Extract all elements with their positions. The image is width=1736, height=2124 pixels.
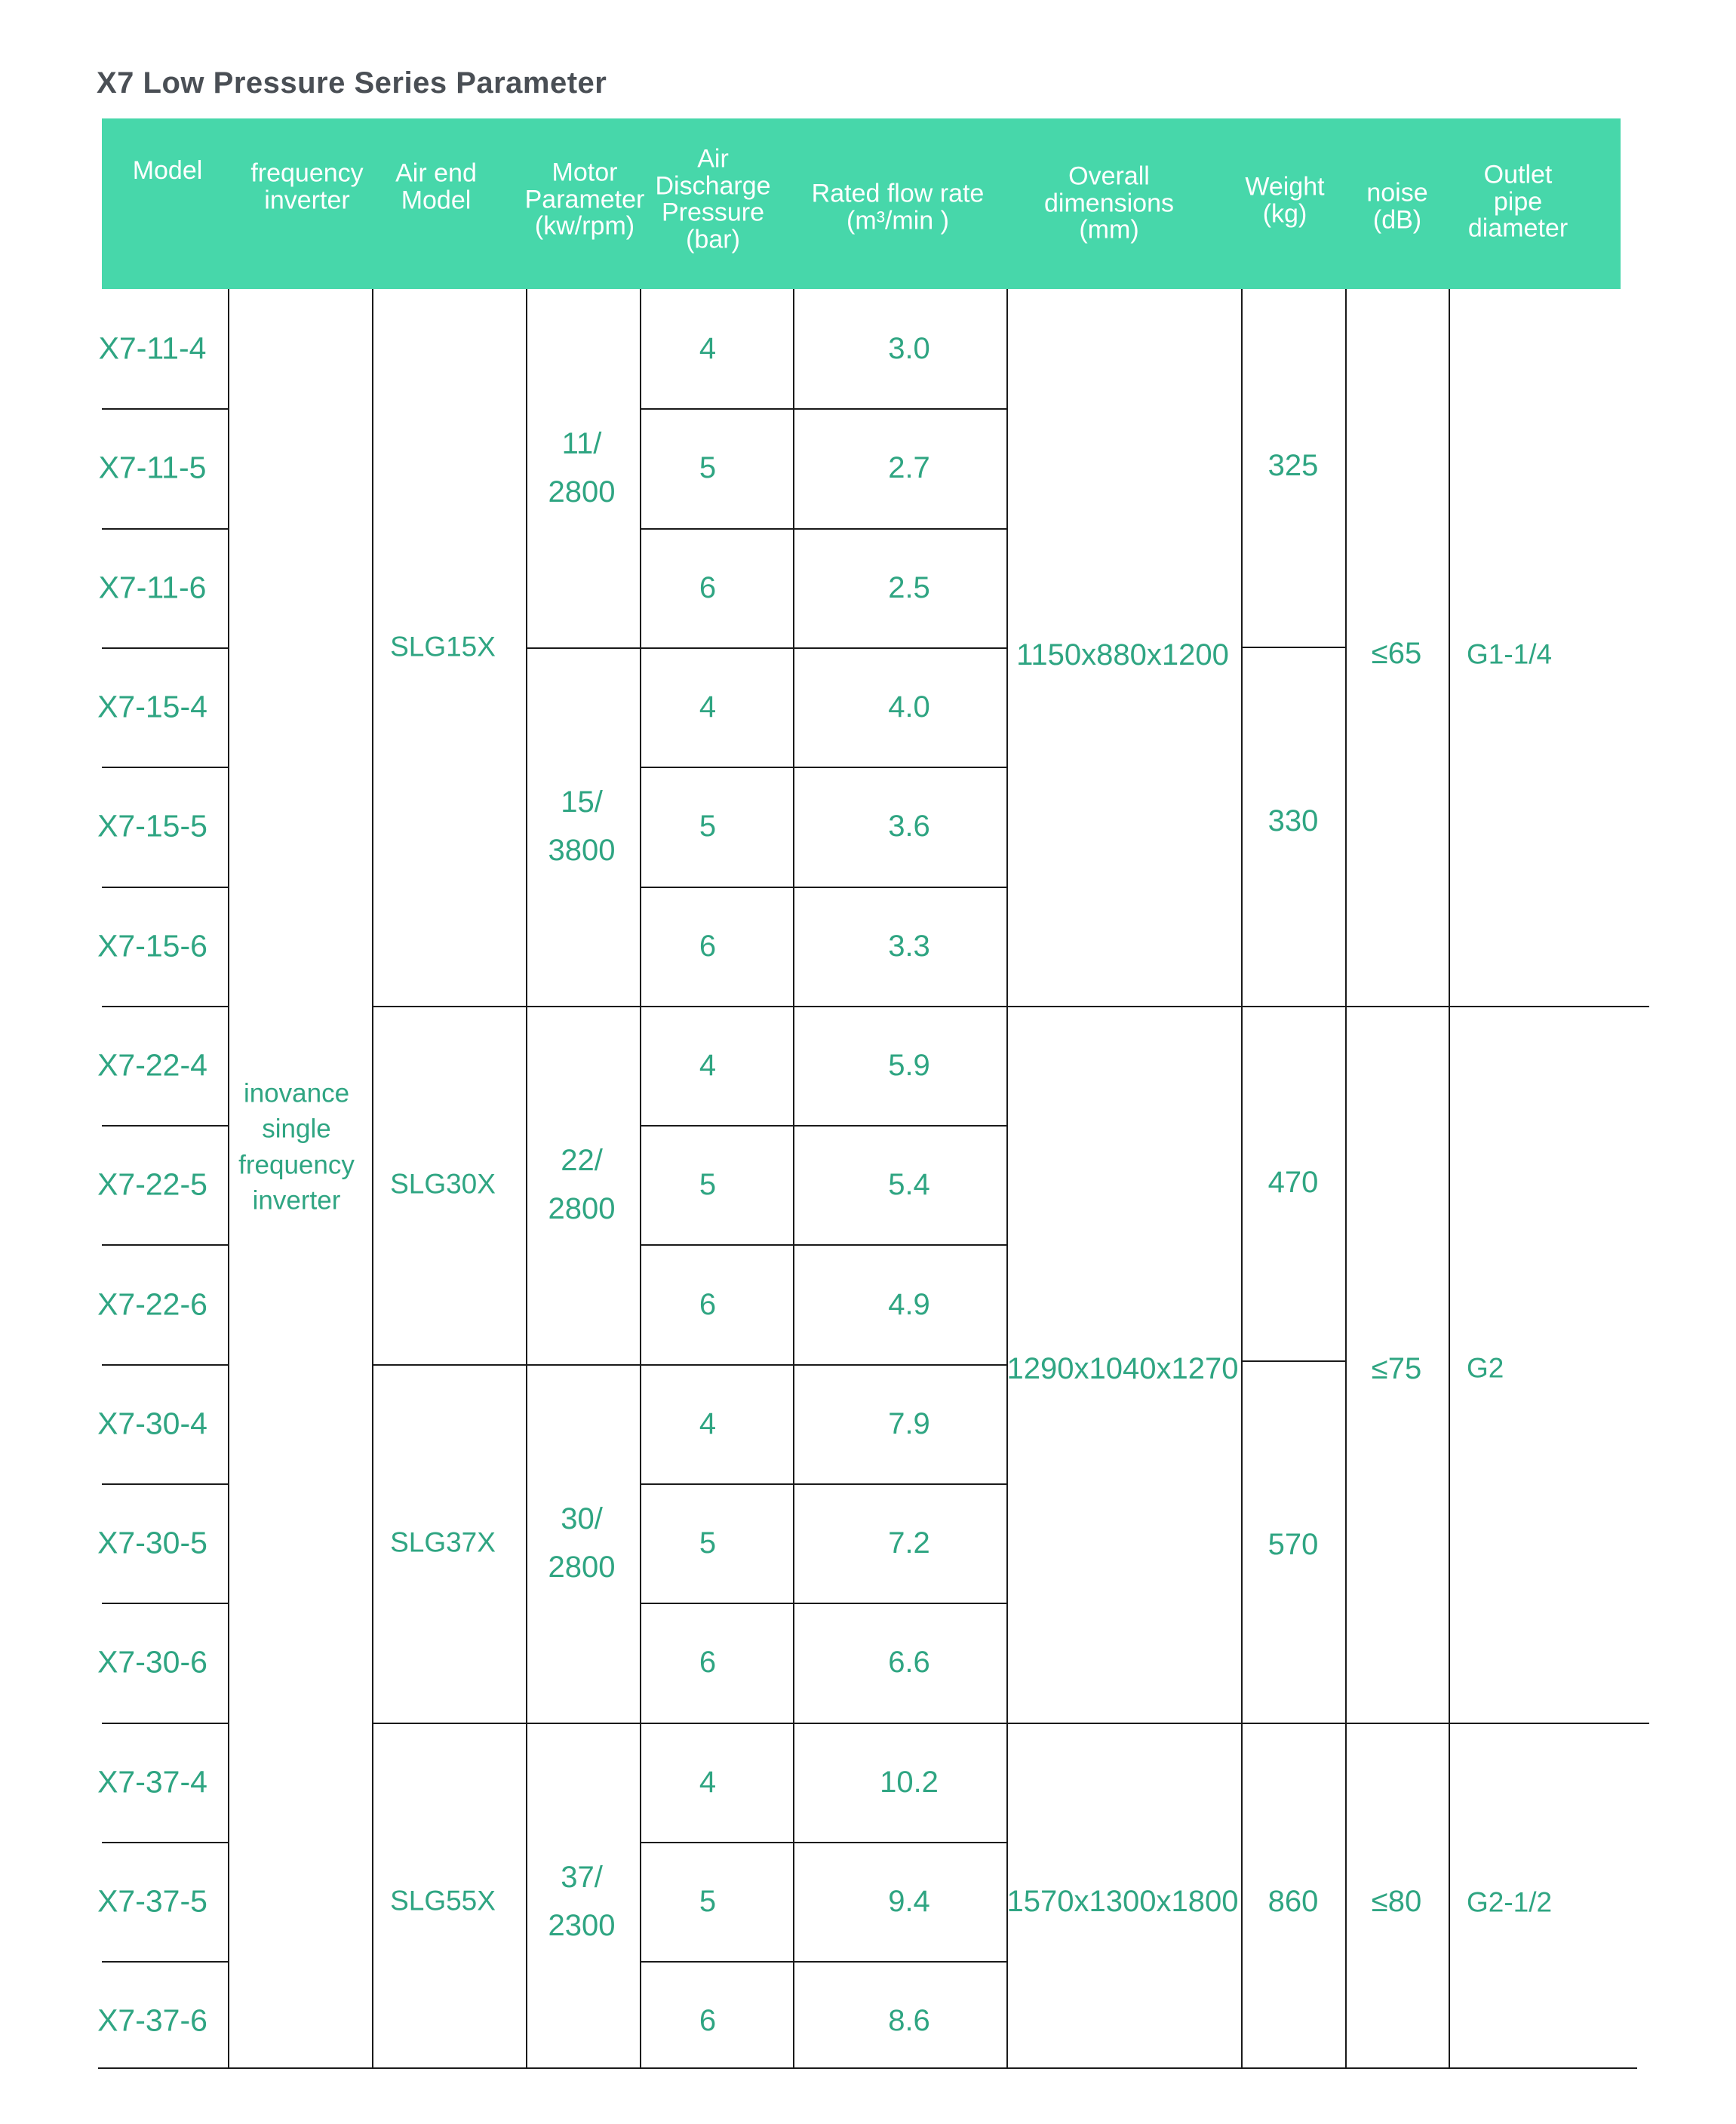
bottom-rule — [98, 2067, 1637, 2069]
row-rule — [640, 1364, 1006, 1366]
pressure-cell: 5 — [699, 451, 717, 485]
weight-cell: 860 — [1267, 1885, 1319, 1919]
text-line: Air — [697, 144, 729, 174]
row-rule — [102, 1723, 228, 1724]
row-rule — [102, 647, 228, 649]
noise-cell: ≤65 — [1371, 636, 1422, 670]
flow-rate-cell: 7.2 — [888, 1526, 930, 1560]
weight-cell: 325 — [1267, 449, 1319, 482]
text-line: Air end — [395, 158, 477, 188]
airend-model-cell: SLG30X — [390, 1168, 496, 1200]
text-line: dimensions — [1044, 189, 1174, 218]
pressure-cell: 5 — [699, 1168, 717, 1202]
vertical-rule — [526, 289, 527, 2067]
text-line: noise — [1366, 178, 1428, 207]
row-rule — [102, 408, 228, 410]
weight-cell: 330 — [1267, 804, 1319, 838]
text-line: Rated flow rate — [811, 179, 985, 208]
motor-rpm: 2800 — [548, 1192, 616, 1226]
row-rule — [640, 1006, 1006, 1007]
row-rule — [640, 408, 1006, 410]
text-line: Discharge — [655, 171, 771, 201]
model-cell: X7-11-5 — [98, 450, 207, 485]
text-line: Overall — [1068, 161, 1150, 191]
pressure-cell: 5 — [699, 1526, 717, 1560]
text-line: (bar) — [686, 225, 740, 254]
row-rule — [640, 1603, 1006, 1604]
row-rule — [1241, 647, 1345, 648]
flow-rate-cell: 3.3 — [888, 929, 930, 963]
header-model — [133, 158, 203, 185]
row-rule — [102, 1006, 228, 1007]
page-title: X7 Low Pressure Series Parameter — [97, 66, 607, 100]
row-rule — [526, 1723, 640, 1724]
model-cell: X7-22-4 — [97, 1047, 207, 1083]
frequency-inverter-cell — [238, 1076, 355, 1219]
row-rule — [640, 1125, 1006, 1127]
motor-kw: 30/ — [561, 1502, 603, 1536]
row-rule — [526, 1364, 640, 1366]
text-line: Outlet — [1483, 160, 1553, 189]
row-rule — [640, 1842, 1006, 1843]
row-rule — [640, 647, 1006, 649]
flow-rate-cell: 2.7 — [888, 451, 930, 485]
row-rule — [102, 1125, 228, 1127]
flow-rate-cell: 5.4 — [888, 1168, 930, 1202]
airend-model-cell: SLG55X — [390, 1885, 496, 1917]
group-rule — [1006, 1006, 1649, 1007]
outlet-diameter-cell: G1-1/4 — [1467, 638, 1553, 670]
row-rule — [1241, 1360, 1345, 1362]
vertical-rule — [1241, 289, 1243, 2067]
row-rule — [372, 1723, 526, 1724]
flow-rate-cell: 3.6 — [888, 810, 930, 844]
dimensions-cell: 1290x1040x1270 — [1006, 1351, 1239, 1385]
vertical-rule — [1006, 289, 1008, 2067]
motor-parameter-cell — [548, 1136, 616, 1233]
model-cell: X7-22-5 — [97, 1167, 207, 1202]
motor-rpm: 3800 — [548, 834, 616, 868]
pressure-cell: 4 — [699, 1406, 717, 1440]
motor-kw: 15/ — [561, 785, 603, 819]
pressure-cell: 4 — [699, 1765, 717, 1799]
model-cell: X7-30-6 — [97, 1644, 207, 1680]
motor-kw: 22/ — [561, 1144, 603, 1178]
row-rule — [102, 1603, 228, 1604]
header-flow — [812, 180, 985, 234]
header-dimensions — [1044, 163, 1174, 244]
dimensions-cell: 1570x1300x1800 — [1006, 1885, 1239, 1919]
row-rule — [102, 767, 228, 768]
vertical-rule — [372, 289, 373, 2067]
row-rule — [102, 1961, 228, 1963]
row-rule — [102, 528, 228, 530]
flow-rate-cell: 3.0 — [888, 332, 930, 366]
text-line: (dB) — [1372, 205, 1422, 234]
text-line: Motor — [552, 158, 618, 187]
row-rule — [640, 1961, 1006, 1963]
text-line: diameter — [1467, 214, 1569, 243]
noise-cell: ≤80 — [1371, 1885, 1422, 1919]
row-rule — [102, 1842, 228, 1843]
pressure-cell: 4 — [699, 690, 717, 724]
row-rule — [640, 1483, 1006, 1485]
flow-rate-cell: 5.9 — [888, 1048, 930, 1082]
text-line: Model — [132, 156, 203, 186]
text-line: (kw/rpm) — [534, 211, 635, 241]
pressure-cell: 5 — [699, 810, 717, 844]
motor-rpm: 2300 — [548, 1909, 616, 1943]
outlet-diameter-cell: G2-1/2 — [1467, 1886, 1553, 1918]
row-rule — [640, 887, 1006, 888]
pressure-cell: 6 — [699, 2004, 717, 2038]
pressure-cell: 6 — [699, 570, 717, 604]
model-cell: X7-37-5 — [97, 1883, 207, 1919]
motor-parameter-cell — [548, 1853, 616, 1950]
header-motor — [525, 159, 645, 240]
text-line: inverter — [252, 1185, 341, 1216]
motor-parameter-cell — [548, 1495, 616, 1591]
row-rule — [640, 528, 1006, 530]
weight-cell: 570 — [1267, 1528, 1319, 1561]
row-rule — [102, 887, 228, 888]
header-pressure — [655, 146, 770, 254]
flow-rate-cell: 4.9 — [888, 1287, 930, 1321]
flow-rate-cell: 10.2 — [880, 1765, 939, 1799]
pressure-cell: 4 — [699, 332, 717, 366]
vertical-rule — [640, 289, 641, 2067]
row-rule — [640, 1244, 1006, 1246]
row-rule — [640, 767, 1006, 768]
motor-kw: 37/ — [561, 1861, 603, 1895]
airend-model-cell: SLG15X — [390, 631, 496, 662]
text-line: (mm) — [1079, 215, 1139, 244]
model-cell: X7-22-6 — [97, 1286, 207, 1322]
row-rule — [526, 647, 640, 649]
pressure-cell: 5 — [699, 1885, 717, 1919]
text-line: inovance — [243, 1078, 350, 1108]
vertical-rule — [228, 289, 229, 2067]
vertical-rule — [1345, 289, 1347, 2067]
motor-parameter-cell — [548, 778, 616, 874]
motor-rpm: 2800 — [548, 475, 616, 509]
header-weight — [1245, 174, 1324, 227]
vertical-rule — [1449, 289, 1450, 2067]
motor-rpm: 2800 — [548, 1551, 616, 1585]
model-cell: X7-37-6 — [97, 2003, 207, 2038]
pressure-cell: 6 — [699, 1646, 717, 1680]
dimensions-cell: 1150x880x1200 — [1016, 638, 1229, 672]
flow-rate-cell: 6.6 — [888, 1646, 930, 1680]
text-line: frequency — [250, 158, 364, 188]
group-rule — [1006, 1723, 1649, 1724]
model-cell: X7-30-5 — [97, 1525, 207, 1560]
airend-model-cell: SLG37X — [390, 1526, 496, 1558]
weight-cell: 470 — [1267, 1166, 1319, 1199]
noise-cell: ≤75 — [1371, 1351, 1422, 1385]
model-cell: X7-30-4 — [97, 1406, 207, 1441]
header-frequency — [250, 160, 363, 214]
motor-kw: 11/ — [561, 427, 602, 461]
text-line: Weight — [1245, 172, 1325, 201]
text-line: single — [262, 1114, 331, 1144]
text-line: Pressure — [661, 198, 765, 227]
text-line: (kg) — [1262, 199, 1307, 228]
pressure-cell: 4 — [699, 1048, 717, 1082]
motor-parameter-cell — [548, 420, 616, 516]
outlet-diameter-cell: G2 — [1467, 1352, 1504, 1384]
flow-rate-cell: 9.4 — [888, 1885, 930, 1919]
flow-rate-cell: 2.5 — [888, 570, 930, 604]
row-rule — [372, 1006, 526, 1007]
vertical-rule — [793, 289, 794, 2067]
row-rule — [526, 1006, 640, 1007]
row-rule — [102, 1244, 228, 1246]
text-line: pipe — [1493, 187, 1543, 217]
header-outlet — [1468, 161, 1568, 242]
text-line: inverter — [264, 186, 350, 214]
pressure-cell: 6 — [699, 929, 717, 963]
row-rule — [102, 1364, 228, 1366]
row-rule — [640, 1723, 1006, 1724]
model-cell: X7-15-6 — [97, 928, 207, 964]
text-line: Model — [401, 186, 472, 214]
flow-rate-cell: 7.9 — [888, 1406, 930, 1440]
flow-rate-cell: 4.0 — [888, 690, 930, 724]
flow-rate-cell: 8.6 — [888, 2004, 930, 2038]
row-rule — [102, 1483, 228, 1485]
text-line: Parameter — [524, 185, 645, 214]
model-cell: X7-15-4 — [97, 689, 207, 724]
header-noise — [1366, 180, 1427, 233]
row-rule — [372, 1364, 526, 1366]
header-airend — [395, 160, 477, 214]
model-cell: X7-15-5 — [97, 808, 207, 844]
model-cell: X7-37-4 — [97, 1764, 207, 1800]
model-cell: X7-11-4 — [98, 330, 207, 366]
model-cell: X7-11-6 — [98, 570, 207, 605]
text-line: (m³/min ) — [846, 206, 949, 235]
text-line: frequency — [238, 1150, 355, 1179]
pressure-cell: 6 — [699, 1287, 717, 1321]
